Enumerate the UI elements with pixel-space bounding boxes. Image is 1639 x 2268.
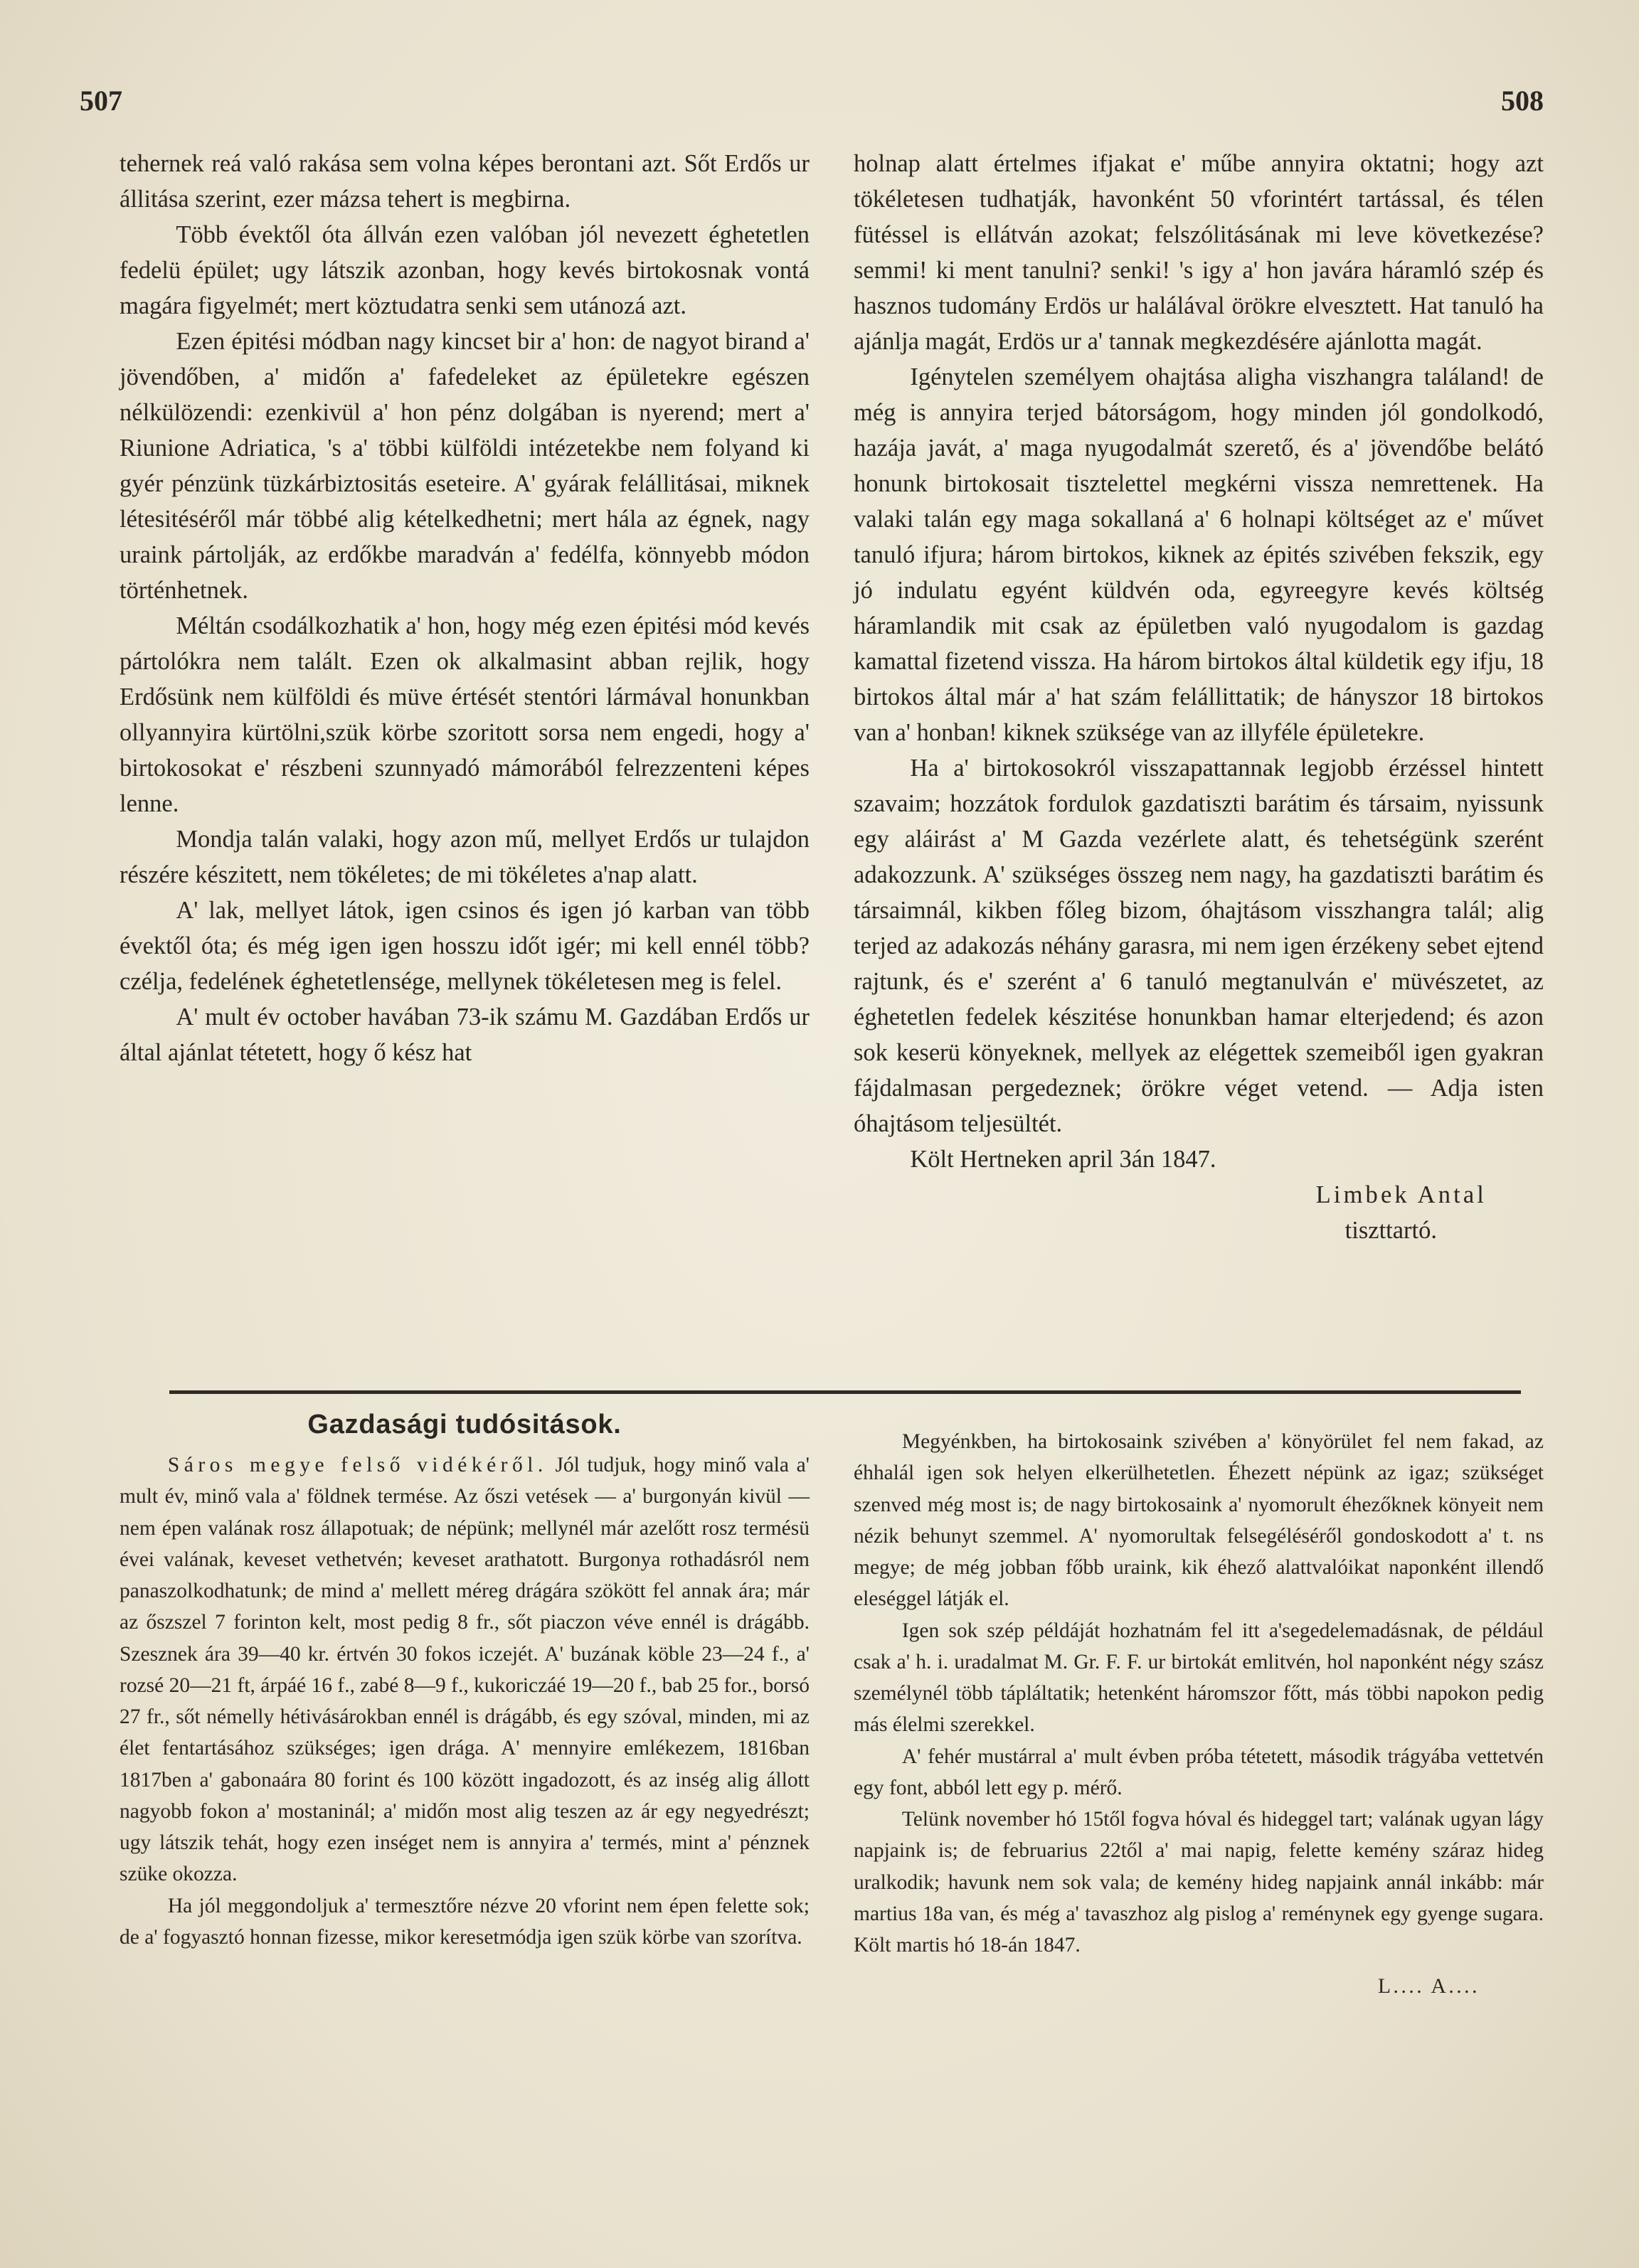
paragraph: Több évektől óta állván ezen valóban jól nevezett éghetetlen fedelü épület; ugy látszik azonban, hogy kevés birtokosnak vontá magára figyelmét; mert köztudatra senki sem utánozá azt. <box>120 221 810 320</box>
signature-title: tiszttartó. <box>1344 1217 1437 1245</box>
paragraph <box>120 1449 810 1890</box>
paragraph: Ha jól meggondoljuk a' termesztőre nézve 20 vforint nem épen felette sok; de a' fogyasztó honnan fizesse, mikor keresetmódja igen szük körbe van szorítva. <box>120 1894 810 1949</box>
paragraph: A' fehér mustárral a' mult évben próba tétetett, második trágyába vettetvén egy font, abból lett egy p. mérő. <box>854 1745 1544 1799</box>
paragraph: tehernek reá való rakása sem volna képes berontani azt. Sőt Erdős ur állitása szerint, ezer mázsa tehert is megbirna. <box>120 150 810 213</box>
article-right-column <box>854 146 1544 1248</box>
lead-in: Sáros megye felső vidékéről. <box>167 1454 548 1476</box>
paragraph: Telünk november hó 15től fogva hóval és hideggel tart; valának ugyan lágy napjaink is; de februarius 22től a' mai napig, felette kemény száraz hideg uralkodik; havunk nem sok vala; de kemény hideg napjaink annál inkább: már martius 18a van, és még a' tavaszhoz alg pislog a' reménynek egy gyenge sugara. Költ martis hó 18-án 1847. <box>854 1808 1544 1956</box>
paragraph: Mondja talán valaki, hogy azon mű, mellyet Erdős ur tulajdon részére készitett, nem tökéletes; de mi tökéletes a'nap alatt. <box>120 826 810 889</box>
news-left-column <box>120 1405 810 1953</box>
paragraph: A' mult év october havában 73-ik számu M. Gazdában Erdős ur által ajánlat tétetett, hogy ő kész hat <box>120 1003 810 1067</box>
paragraph: Igénytelen személyem ohajtása aligha viszhangra találand! de még is annyira terjed bátorságom, hogy minden jól gondolkodó, hazája javát, a' maga nyugodalmát szerető, és a' jövendőbe belátó honunk birtokosait tisztelettel megkérni vissza nemrettenek. Ha valaki talán egy maga sokallaná a' 6 holnapi költséget az e' művet tanuló ifjura; három birtokos, kiknek az épités szivében fekszik, egy jó indulatu egyént küldvén oda, egyreegyre kevés költség háramlandik mit csak az épületben való nyugodalom is gazdag kamattal fizetend vissza. Ha három birtokos által küldetik egy ifju, 18 birtokos által már a' hat szám felállittatik; de hányszor 18 birtokos van a' honban! kiknek szüksége van az illyféle épületekre. <box>854 363 1544 747</box>
paragraph: Igen sok szép példáját hozhatnám fel itt a'segedelemadásnak, de például csak a' h. i. uradalmat M. Gr. F. F. ur birtokát emlitvén, hol naponként négy szász személynél több tápláltatik; hetenként háromszor főtt, más többi napokon pedig más élelmi szerekkel. <box>854 1619 1544 1737</box>
paragraph: holnap alatt értelmes ifjakat e' műbe annyira oktatni; hogy azt tökéletesen tudhatják, havonként 50 vforintért tartással, és télen fütéssel is ellátván azokat; felszólitásának mi leve következése? semmi! ki ment tanulni? senki! 's igy a' hon javára háramló szép és hasznos tudomány Erdös ur halálával örökre elvesztett. Hat tanuló ha ajánlja magát, Erdös ur a' tannak megkezdésére ajánlotta magát. <box>854 150 1544 356</box>
signature-name: Limbek Antal <box>1315 1181 1487 1209</box>
section-divider <box>169 1390 1521 1394</box>
section-title: Gazdasági tudósitások. <box>307 1410 622 1439</box>
article-left-column <box>120 146 810 1070</box>
page-number-right: 508 <box>1501 85 1544 117</box>
paragraph: Megyénkben, ha birtokosaink szivében a' könyörület fel nem fakad, az éhhalál igen sok helyen elkerülhetetlen. Éhezett népünk az igaz; szükséget szenved még most is; de nagy birtokosaink a' nyomorult éhezőknek könyeit nem nézik behunyt szemmel. A' nyomorultak felsegéléséről gondoskodott a' t. ns megye; de még jobban főbb uraink, kik éhező alattvalóikat naponként illendő eleséggel látják el. <box>854 1430 1544 1611</box>
paragraph: A' lak, mellyet látok, igen csinos és igen jó karban van több évektől óta; és még igen igen hosszu időt igér; mi kell ennél több? czélja, fedelének éghetetlensége, mellynek tökéletesen meg is felel. <box>120 897 810 996</box>
paragraph: Ezen épitési módban nagy kincset bir a' hon: de nagyot birand a' jövendőben, a' midőn a' fafedeleket az épületekre egészen nélkülözendi: ezenkivül a' hon pénz dolgában is nyerend; mert a' Riunione Adriatica, 's a' többi külföldi intézetekbe nem folyand ki gyér pénzünk tüzkárbiztositás eseteire. A' gyárak felállitásai, miknek létesitéséről már többé alig kételkedhetni; mert hála az égnek, nagy uraink pártolják, az erdőkbe maradván a' fedélfa, könnyebb módon történhetnek. <box>120 328 810 605</box>
paragraph: Ha a' birtokosokról visszapattannak legjobb érzéssel hintett szavaim; hozzátok fordulok gazdatiszti barátim és társaim, nyissunk egy aláirást a' M Gazda vezérlete alatt, és tehetségünk szerént adakozzunk. A' szükséges összeg nem nagy, ha gazdatiszti barátim és társaimnál, kikben főleg bizom, óhajtásom visszhangra talál; alig terjed az adakozás néhány garasra, mi nem igen érzékeny sebet ejtend rajtunk, és e' szerént a' 6 tanuló megtanulván e' müvészetet, az éghetetlen fedelek készitése honunkban hamar elterjedend; és azon sok keserü könyeknek, mellyek az elégettek szemeiből igen gyakran fájdalmasan pergedeznek; örökre véget vetend. — Adja isten óhajtásom teljesültét. <box>854 755 1544 1138</box>
lead-text: Jól tudjuk, hogy minő vala a' mult év, minő vala a' földnek termése. Az őszi vetések — a' burgonyán kivül — nem épen valának rosz állapotuak; de népünk; mellynél már azelőtt rosz termésü évei valának, keveset vethetvén; keveset arathatott. Burgonya rothadásról nem panaszolkodhatunk; de mind a' mellett méreg drágára szökött fel annak ára; már az őszszel 7 forinton kelt, most pedig 8 fr., sőt piaczon véve ennél is drágább. Szesznek ára 39—40 kr. értvén 30 fokos iczejét. A' buzának köble 23—24 f., a' rozsé 20—21 ft, árpáé 16 f., zabé 8—9 f., kukoriczáé 19—20 f., bab 25 for., borsó 27 fr., sőt némelly hétivásárokban ennél is drágább, és egy szóval, minden, mi az élet fentartásához szükséges; igen drága. A' mennyire emlékezem, 1816ban 1817ben a' gabonaára 80 forint és 100 között ingadozott, és az inség alig állott nagyobb fokon a' mostaninál; a' midőn most alig teszen az ár egy negyedrészt; ugy látszik tehát, hogy ezen inséget nem is annyira a' termés, mint a' pénznek szüke okozza. <box>120 1454 810 1886</box>
paragraph: Méltán csodálkozhatik a' hon, hogy még ezen épitési mód kevés pártolókra nem talált. Ezen ok alkalmasint abban rejlik, hogy Erdősünk nem külföldi és müve értését stentóri lármával honunkban ollyannyira kürtölni,szük körbe szoritott sorsa nem engedi, hogy a' birtokosokat e' részbeni szunnyadó mámorából felrezzenteni képes lenne. <box>120 612 810 818</box>
page-number-left: 507 <box>80 85 122 117</box>
dateline: Költ Hertneken april 3án 1847. <box>910 1146 1216 1173</box>
news-signature: L.... A.... <box>1377 1975 1480 1998</box>
news-right-column <box>854 1426 1544 2003</box>
